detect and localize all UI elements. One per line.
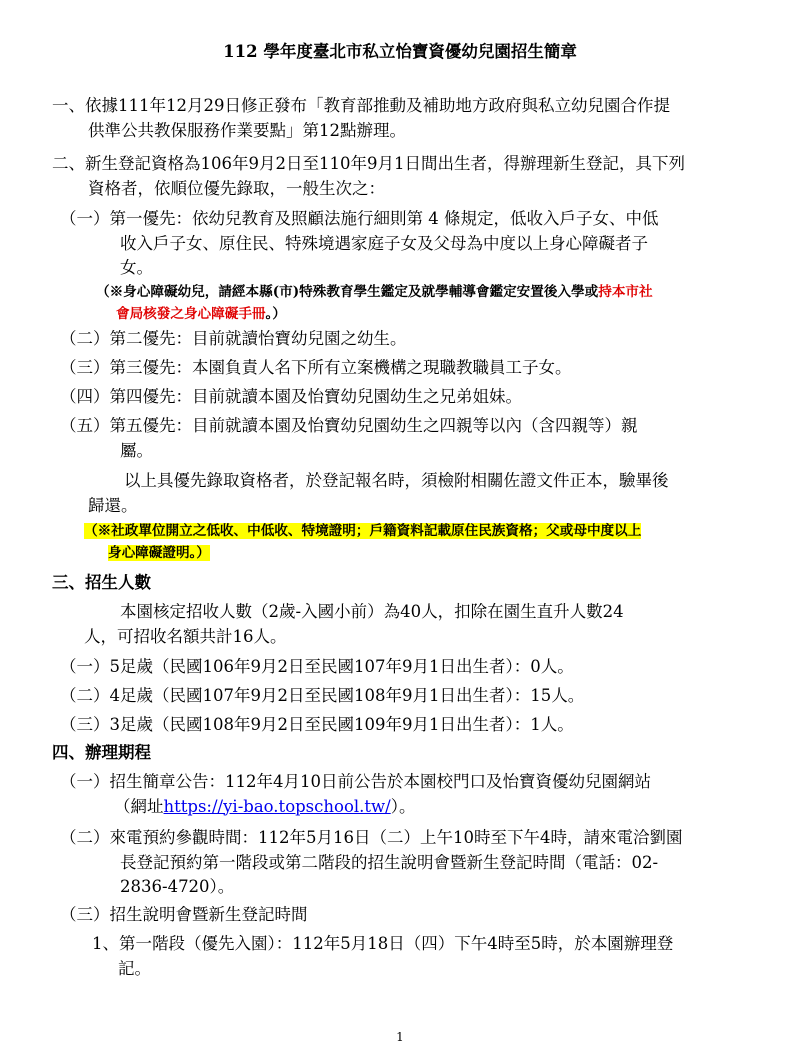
page-number: 1 — [396, 1030, 404, 1044]
documents-note-highlight-2: 身心障礙證明。） — [108, 545, 210, 561]
section-4-heading-text: 四、辦理期程 — [52, 743, 151, 762]
priority-3 — [60, 356, 572, 381]
section-2-line-2: 資格者，依順位優先錄取，一般生次之： — [88, 178, 385, 198]
disability-note-red-text: 持本市社 — [598, 284, 653, 300]
registration-stage-1-line-1: 1、第一階段（優先入園）：112年5月18日（四）下午4時至5時，於本園辦理登 — [92, 934, 674, 953]
section-3-intro-line-1: 本園核定招收人數（2歲-入國小前）為40人，扣除在園生直升人數24 — [120, 602, 624, 621]
registration-stage-1 — [92, 932, 673, 981]
disability-note-red-text-2: 會局核發之身心障礙手冊 — [116, 306, 266, 322]
quota-3-years — [60, 713, 574, 738]
quota-3-years-text: （三）3足歲（民國108年9月2日至民國109年9月1日出生者）：1人。 — [60, 715, 574, 734]
priority-4-line: （四）第四優先：目前就讀本園及怡寶幼兒園幼生之兄弟姐妹。 — [60, 387, 522, 406]
website-close: ）。 — [390, 796, 416, 816]
quota-5-years — [60, 655, 574, 680]
disability-note-line-2 — [116, 303, 653, 325]
section-3-intro-line-2: 人，可招收名額共計16人。 — [84, 626, 287, 646]
disability-note-line-1 — [96, 281, 653, 303]
disability-note — [96, 281, 653, 325]
quota-4-years-text: （二）4足歲（民國107年9月2日至民國108年9月1日出生者）：15人。 — [60, 686, 585, 705]
priority-1-line-2: 收入戶子女、原住民、特殊境遇家庭子女及父母為中度以上身心障礙者子 — [120, 233, 648, 253]
priority-3-line: （三）第三優先：本園負責人名下所有立案機構之現職教職員工子女。 — [60, 358, 572, 377]
section-1-line-1: 一、依據111年12月29日修正發布「教育部推動及補助地方政府與私立幼兒園合作提 — [52, 96, 670, 115]
section-1 — [52, 94, 670, 143]
schedule-registration-heading-text: （三）招生說明會暨新生登記時間 — [60, 905, 308, 924]
priority-docs-line-2: 歸還。 — [88, 495, 138, 515]
schedule-announcement-line-1: （一）招生簡章公告：112年4月10日前公告於本園校門口及怡寶資優幼兒園網站 — [60, 772, 651, 791]
priority-docs-paragraph — [88, 469, 669, 518]
schedule-visit-line-3: 2836-4720）。 — [120, 877, 235, 896]
documents-note-highlight-1: （※社政單位開立之低收、中低收、特境證明；戶籍資料記載原住民族資格；父或母中度以上 — [84, 523, 642, 539]
schedule-announcement-line-2 — [114, 795, 651, 820]
priority-docs-line-1: 以上具優先錄取資格者，於登記報名時，須檢附相關佐證文件正本，驗畢後 — [124, 471, 669, 490]
section-2-line-1: 二、新生登記資格為106年9月2日至110年9月1日間出生者，得辦理新生登記，具下列 — [52, 154, 685, 173]
schedule-visit-line-1: （二）來電預約參觀時間：112年5月16日（二）上午10時至下午4時，請來電洽劉園 — [60, 828, 683, 847]
priority-1 — [60, 207, 659, 281]
documents-note-line-1 — [84, 520, 641, 542]
priority-5 — [60, 414, 638, 463]
website-link[interactable]: https://yi-bao.topschool.tw/ — [163, 796, 391, 816]
section-3-heading-text: 三、招生人數 — [52, 573, 151, 592]
section-1-line-2: 供準公共教保服務作業要點」第12點辦理。 — [88, 120, 406, 140]
priority-4 — [60, 385, 522, 410]
document-title: 112 學年度臺北市私立怡寶資優幼兒園招生簡章 — [223, 42, 577, 61]
priority-1-line-3: 女。 — [120, 258, 153, 277]
section-4-heading — [52, 741, 151, 766]
quota-4-years — [60, 684, 584, 709]
section-3-intro — [84, 600, 624, 649]
section-2-intro — [52, 152, 685, 201]
quota-5-years-text: （一）5足歲（民國106年9月2日至民國107年9月1日出生者）：0人。 — [60, 657, 574, 676]
schedule-announcement — [60, 770, 651, 819]
registration-stage-1-line-2: 記。 — [118, 958, 151, 978]
priority-1-line-1: （一）第一優先：依幼兒教育及照顧法施行細則第 4 條規定，低收入戶子女、中低 — [60, 209, 659, 228]
disability-note-close: 。） — [265, 306, 286, 322]
documents-note-line-2 — [108, 542, 641, 564]
schedule-visit-line-2: 長登記預約第一階段或第二階段的招生說明會暨新生登記時間（電話：02- — [120, 852, 659, 872]
documents-note — [84, 520, 641, 564]
priority-5-line-1: （五）第五優先：目前就讀本園及怡寶幼兒園幼生之四親等以內（含四親等）親 — [60, 416, 638, 435]
priority-5-line-2: 屬。 — [120, 440, 153, 460]
disability-note-text: （※身心障礙幼兒，請經本縣(市)特殊教育學生鑑定及就學輔導會鑑定安置後入學或 — [96, 284, 599, 300]
section-3-heading — [52, 571, 151, 596]
website-label: （網址 — [114, 796, 164, 816]
schedule-visit — [60, 826, 682, 900]
schedule-registration-heading — [60, 903, 308, 928]
priority-2-line: （二）第二優先：目前就讀怡寶幼兒園之幼生。 — [60, 329, 407, 348]
priority-2 — [60, 327, 407, 352]
